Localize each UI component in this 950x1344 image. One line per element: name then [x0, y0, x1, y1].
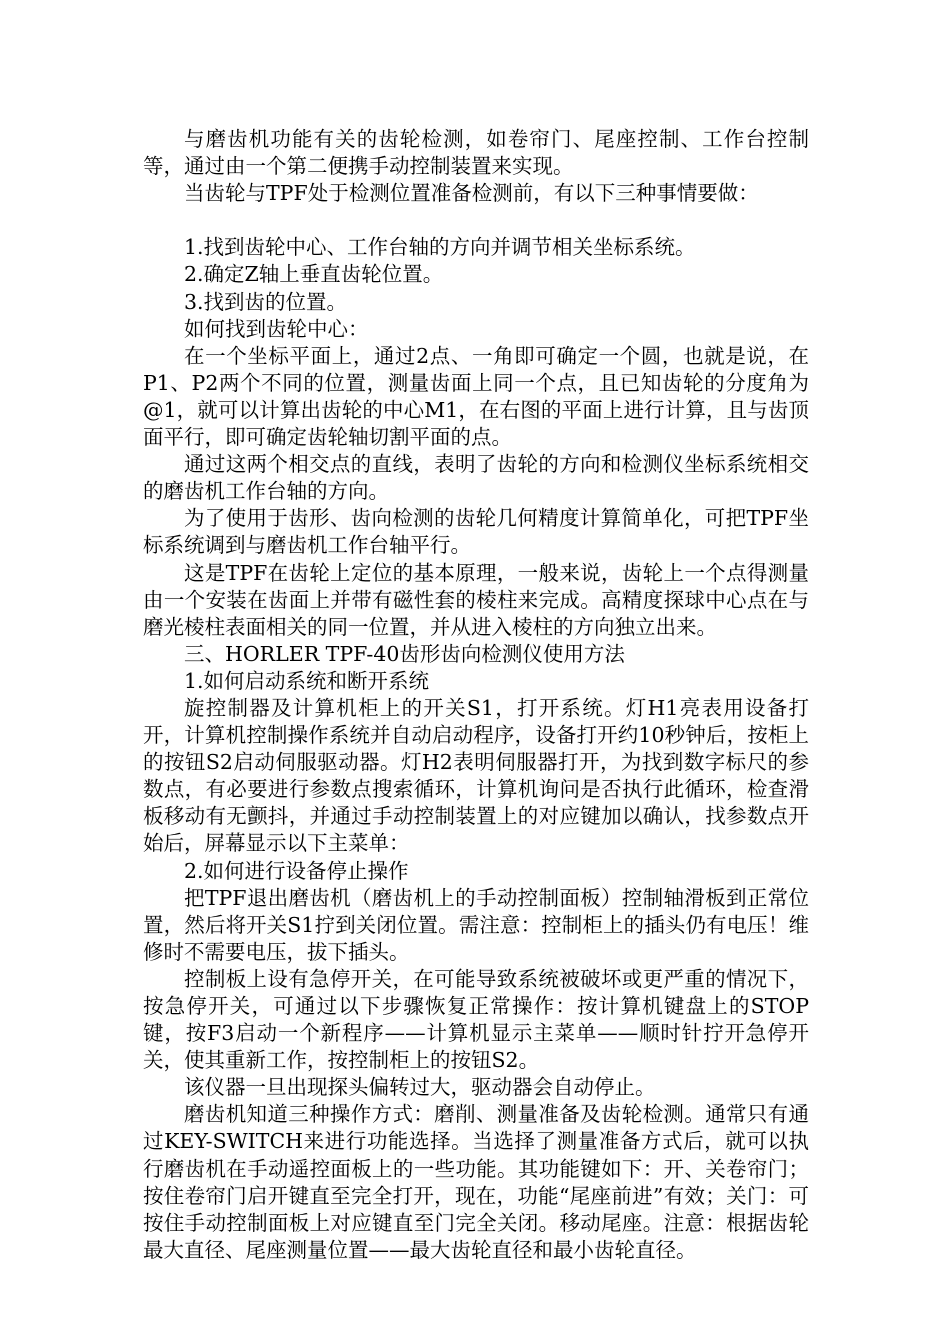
paragraph-positioning-principle: 这是TPF在齿轮上定位的基本原理，一般来说，齿轮上一个点得测量由一个安装在齿面上并带有磁性套的棱柱来完成。高精度探球中心点在与磨光棱柱表面相关的同一位置，并从进入棱柱的方向独立出来。 [143, 560, 809, 639]
paragraph-stop-procedure: 把TPF退出磨齿机（磨齿机上的手动控制面板）控制轴滑板到正常位置，然后将开关S1拧到关闭位置。需注意：控制柜上的插头仍有电压！维修时不需要电压，拔下插头。 [143, 885, 809, 964]
paragraph-coordinate-plane: 在一个坐标平面上，通过2点、一角即可确定一个圆，也就是说，在P1、P2两个不同的位置，测量齿面上同一个点，且已知齿轮的分度角为@1，就可以计算出齿轮的中心M1，在右图的平面上进行计算，且与齿顶面平行，即可确定齿轮轴切割平面的点。 [143, 343, 809, 450]
list-item-task-2: 2.确定Z轴上垂直齿轮位置。 [184, 262, 444, 287]
subheading-device-stop: 2.如何进行设备停止操作 [184, 858, 409, 883]
list-item-task-1: 1.找到齿轮中心、工作台轴的方向并调节相关坐标系统。 [184, 235, 696, 260]
paragraph-operation-modes: 磨齿机知道三种操作方式：磨削、测量准备及齿轮检测。通常只有通过KEY-SWITCH来进行功能选择。当选择了测量准备方式后，就可以执行磨齿机在手动遥控面板上的一些功能。其功能键如下：开、关卷帘门；按住卷帘门启开键直至完全打开，现在，功能“尾座前进”有效；关门：可按住手动控制面板上对应键直至门完全关闭。移动尾座。注意：根据齿轮最大直径、尾座测量位置——最大齿轮直径和最小齿轮直径。 [143, 1102, 809, 1262]
list-item-task-3: 3.找到齿的位置。 [184, 289, 348, 314]
paragraph-emergency-stop: 控制板上设有急停开关，在可能导致系统被破坏或更严重的情况下，按急停开关，可通过以下步骤恢复正常操作：按计算机键盘上的STOP键，按F3启动一个新程序——计算机显示主菜单——顺时针拧开急停开关，使其重新工作，按控制柜上的按钮S2。 [143, 966, 809, 1073]
section-heading-usage: 三、HORLER TPF-40齿形齿向检测仪使用方法 [184, 641, 625, 666]
paragraph-probe-deflection: 该仪器一旦出现探头偏转过大，驱动器会自动停止。 [184, 1075, 656, 1100]
paragraph-gear-inspection-intro: 与磨齿机功能有关的齿轮检测，如卷帘门、尾座控制、工作台控制等，通过由一个第二便携手动控制装置来实现。 [143, 127, 809, 179]
document-body [143, 126, 809, 1264]
subheading-start-stop: 1.如何启动系统和断开系统 [184, 668, 430, 693]
paragraph-startup-procedure: 旋控制器及计算机柜上的开关S1，打开系统。灯H1亮表用设备打开，计算机控制操作系统并自动启动程序，设备打开约10秒钟后，按柜上的按钮S2启动伺服驱动器。灯H2表明伺服器打开，为找到数字标尺的参数点，有必要进行参数点搜索循环，计算机询问是否执行此循环，检查滑板移动有无颤抖，并通过手动控制装置上的对应键加以确认，找参数点开始后，屏幕显示以下主菜单： [143, 695, 809, 856]
paragraph-simplify-calculation: 为了使用于齿形、齿向检测的齿轮几何精度计算简单化，可把TPF坐标系统调到与磨齿机工作台轴平行。 [143, 506, 809, 558]
subheading-find-gear-center: 如何找到齿轮中心： [184, 316, 369, 341]
blank-line [143, 207, 809, 234]
paragraph-intersection-line: 通过这两个相交点的直线，表明了齿轮的方向和检测仪坐标系统相交的磨齿机工作台轴的方向。 [143, 452, 809, 504]
paragraph-three-tasks: 当齿轮与TPF处于检测位置准备检测前，有以下三种事情要做： [184, 181, 759, 206]
